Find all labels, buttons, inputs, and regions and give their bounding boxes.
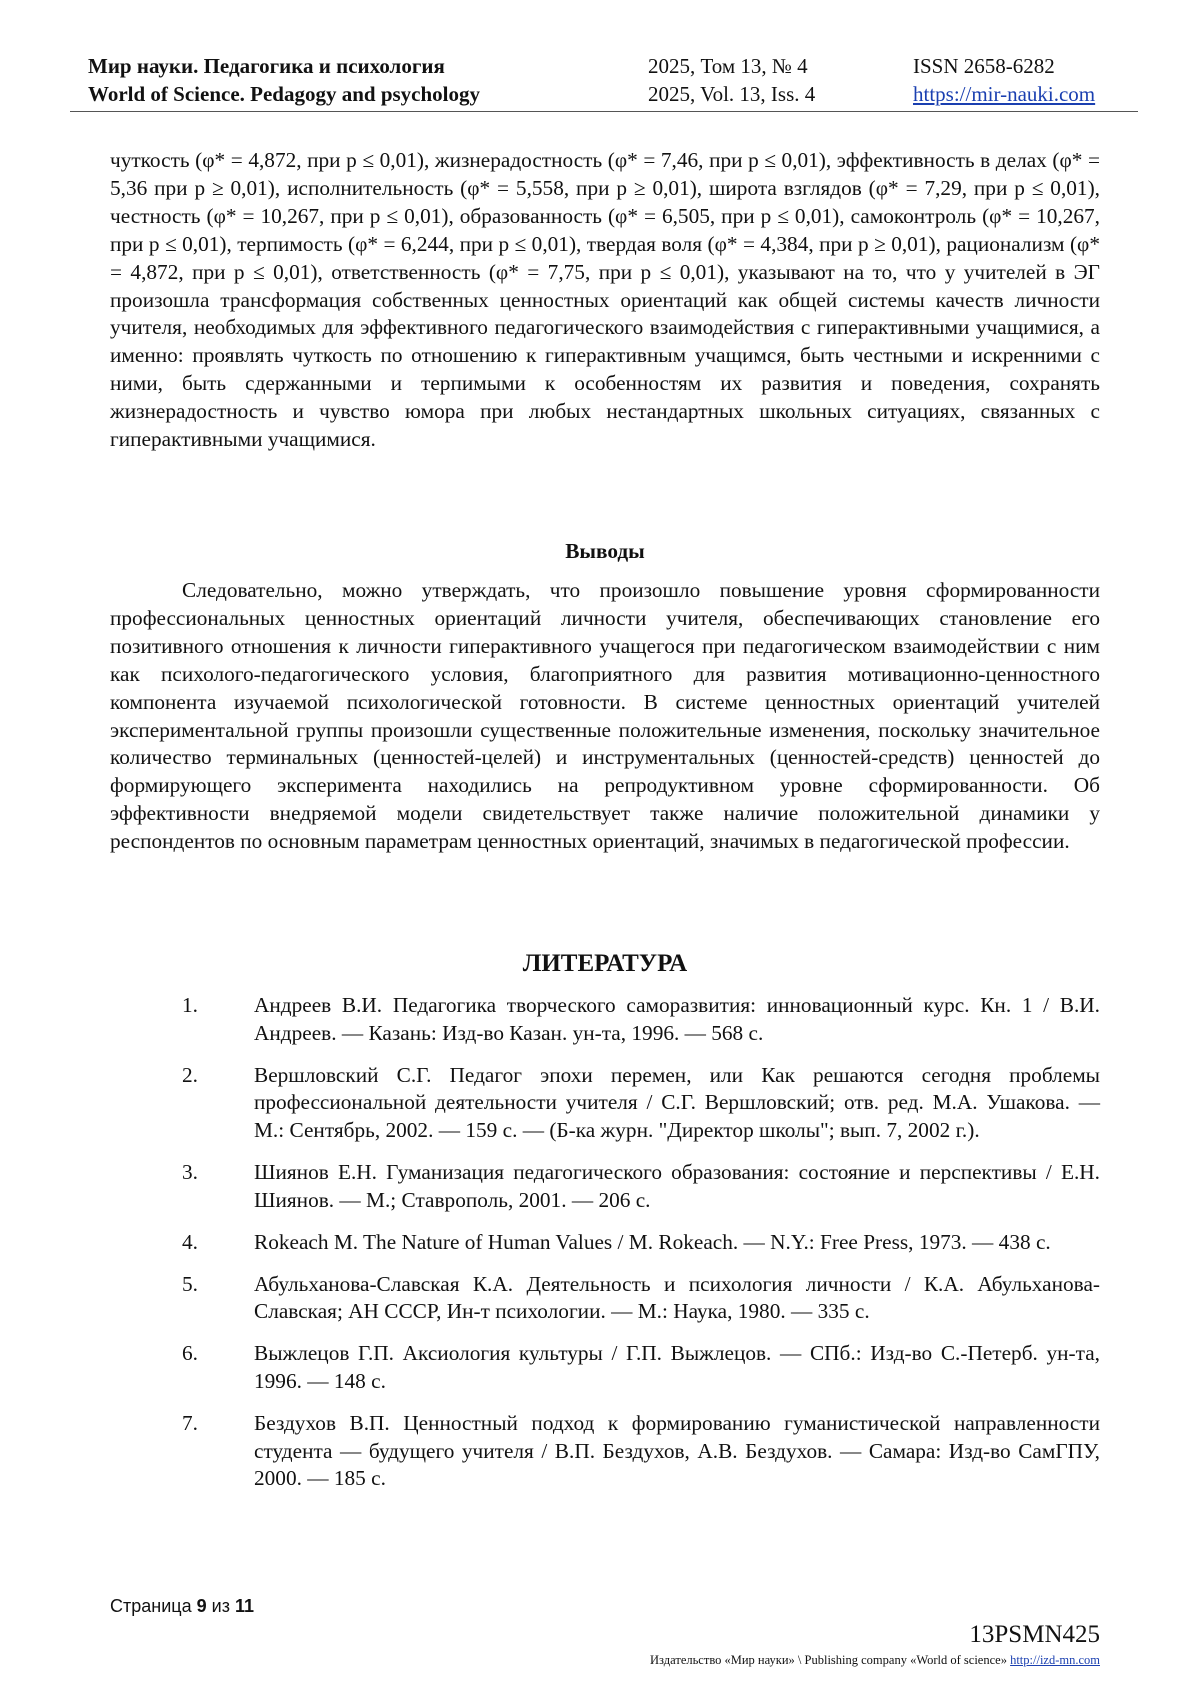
page-counter [110,1594,254,1618]
issn: ISSN 2658-6282 [913,54,1055,78]
reference-text: Андреев В.И. Педагогика творческого саморазвития: инновационный курс. Кн. 1 / В.И. Андреев. — Казань: Изд-во Казан. ун-та, 1996. — 568 с. [254,993,1100,1045]
reference-number: 3. [182,1159,198,1184]
conclusions-paragraph [110,577,1100,856]
issue-ru: 2025, Том 13, № 4 [648,54,808,78]
reference-item [110,992,1100,1047]
issue-en: 2025, Vol. 13, Iss. 4 [648,82,816,106]
issue-block [648,52,815,108]
reference-item [110,1062,1100,1145]
reference-item [110,1229,1100,1257]
reference-number: 1. [182,993,198,1017]
body-paragraph [110,147,1100,454]
reference-text: Бездухов В.П. Ценностный подход к формированию гуманистической направленности студента — будущего учителя / В.П. Бездухов, А.В. Бездухов. — Самара: Изд-во СамГПУ, 2000. — 185 с. [254,1411,1100,1491]
publisher-line [650,1652,1100,1668]
reference-item [110,1271,1100,1326]
reference-text: Выжлецов Г.П. Аксиология культуры / Г.П. Выжлецов. — СПб.: Изд-во С.-Петерб. ун-та, 1996. — 148 с. [254,1341,1100,1394]
conclusions-heading: Выводы [565,539,645,563]
journal-url-link[interactable]: https://mir-nauki.com [913,82,1096,106]
journal-header [70,52,1138,112]
reference-text: Вершловский С.Г. Педагог эпохи перемен, или Как решаются сегодня проблемы профессиональной деятельности учителя / С.Г. Вершловский; отв. ред. М.А. Ушакова. — М.: Сентябрь, 2002. — 159 с. — (Б-ка журн. "Директор школы"; вып. 7, 2002 г.). [254,1062,1100,1142]
reference-item [110,1159,1100,1214]
references-heading: ЛИТЕРАТУРА [522,950,688,977]
journal-title-ru: Мир науки. Педагогика и психология [88,54,445,78]
page-of: из [211,1596,230,1616]
journal-title-en: World of Science. Pedagogy and psychology [88,82,481,106]
issn-block [913,52,1095,108]
reference-text: Rokeach M. The Nature of Human Values / M. Rokeach. — N.Y.: Free Press, 1973. — 438 с. [254,1229,1051,1254]
reference-number: 5. [182,1271,198,1296]
page-label: Страница [110,1596,192,1616]
reference-number: 7. [182,1411,198,1436]
references-list [110,992,1100,1507]
publisher-text: Издательство «Мир науки» \ Publishing company «World of science» [650,1653,1007,1667]
reference-number: 4. [182,1229,198,1254]
reference-text: Шиянов Е.Н. Гуманизация педагогического образования: состояние и перспективы / Е.Н. Шиянов. — М.; Ставрополь, 2001. — 206 с. [254,1159,1100,1212]
reference-text: Абульханова-Славская К.А. Деятельность и психология личности / К.А. Абульханова-Славская; АН СССР, Ин-т психологии. — М.: Наука, 1980. — 335 с. [254,1271,1100,1324]
conclusions-text: Следовательно, можно утверждать, что произошло повышение уровня сформированности профессиональных ценностных ориентаций личности учителя, обеспечивающих становление его позитивного отношения к личности гиперактивного учащегося при педагогическом взаимодействии с ним как психолого-педагогического условия, благоприятного для развития мотивационно-ценностного компонента изучаемой психологической готовности. В системе ценностных ориентаций учителей экспериментальной группы произошли существенные положительные изменения, поскольку значительное количество терминальных (ценностей-целей) и инструментальных (ценностей-средств) ценностей до формирующего эксперимента находились на репродуктивном уровне сформированности. Об эффективности внедряемой модели свидетельствует также наличие положительной динамики у респондентов по основным параметрам ценностных ориентаций, значимых в педагогической профессии. [110,578,1100,854]
page-current: 9 [196,1596,207,1616]
reference-number: 6. [182,1341,198,1366]
journal-title-block [88,52,480,108]
article-code: 13PSMN425 [969,1621,1100,1648]
reference-item [110,1340,1100,1395]
paragraph-continuation: чуткость (φ* = 4,872, при p ≤ 0,01), жизнерадостность (φ* = 7,46, при p ≤ 0,01), эффективность в делах (φ* = 5,36 при p ≥ 0,01), исполнительность (φ* = 5,558, при p ≥ 0,01), широта взглядов (φ* = 7,29, при p ≤ 0,01), честность (φ* = 10,267, при p ≤ 0,01), образованность (φ* = 6,505, при p ≤ 0,01), самоконтроль (φ* = 10,267, при p ≤ 0,01), терпимость (φ* = 6,244, при p ≤ 0,01), твердая воля (φ* = 4,384, при p ≥ 0,01), рационализм (φ* = 4,872, при p ≤ 0,01), ответственность (φ* = 7,75, при p ≤ 0,01), указывают на то, что у учителей в ЭГ произошла трансформация собственных ценностных ориентаций как общей системы качеств личности учителя, необходимых для эффективного педагогического взаимодействия с гиперактивными учащимися, а именно: проявлять чуткость по отношению к гиперактивным учащимся, быть честными и искренними с ними, быть сдержанными и терпимыми к особенностям их развития и поведения, сохранять жизнерадостность и чувство юмора при любых нестандартных школьных ситуациях, связанных с гиперактивными учащимися. [110,148,1100,452]
publisher-url-link[interactable]: http://izd-mn.com [1010,1653,1100,1667]
reference-number: 2. [182,1062,198,1087]
reference-item [110,1410,1100,1493]
page-total: 11 [234,1596,254,1616]
